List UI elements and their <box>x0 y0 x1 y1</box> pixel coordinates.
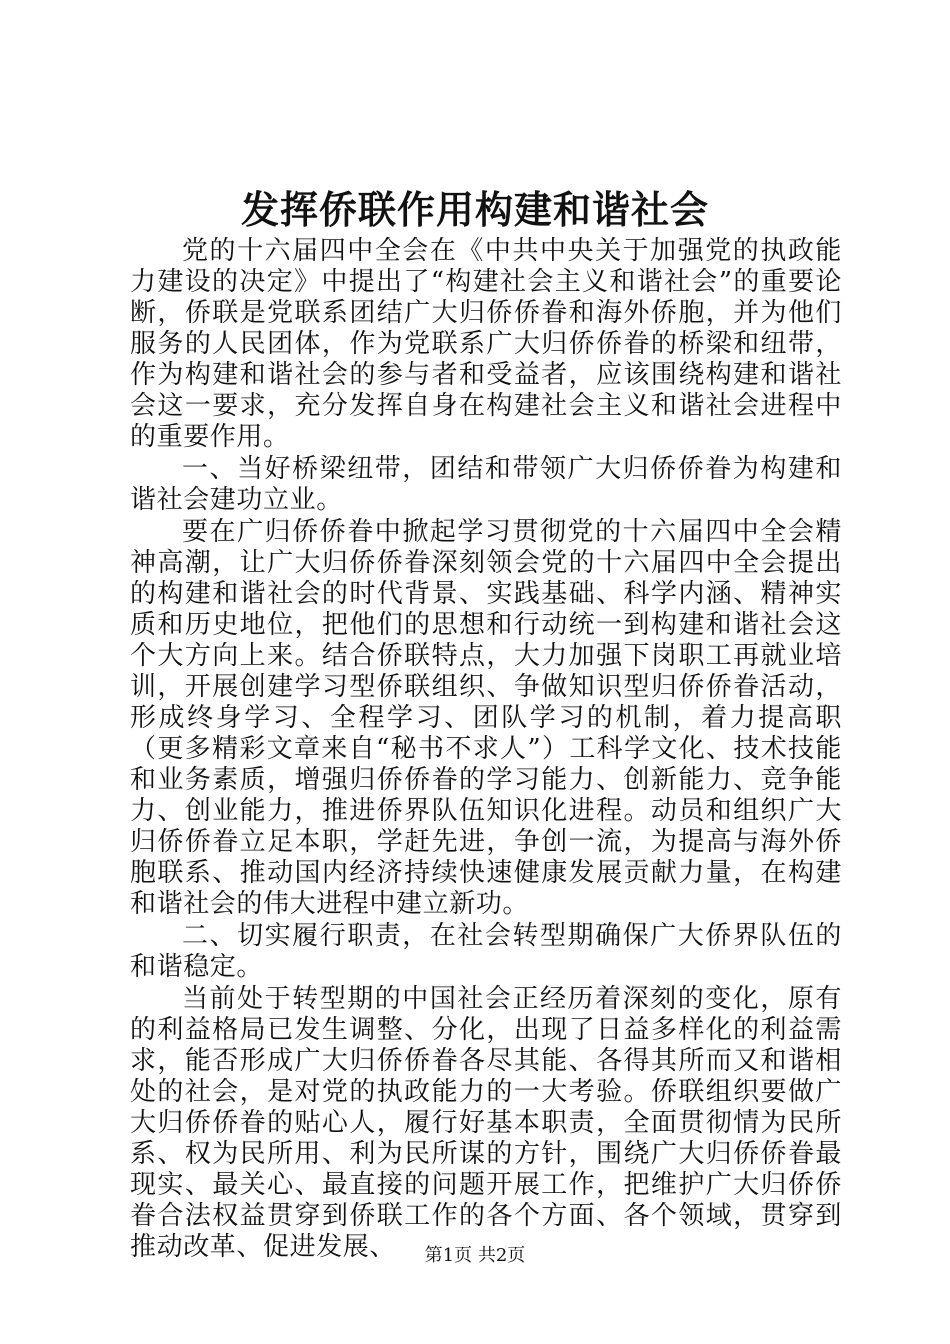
document-body <box>130 236 842 1264</box>
paragraph-section-2: 当前处于转型期的中国社会正经历着深刻的变化，原有的利益格局已发生调整、分化，出现了日益多样化的利益需求，能否形成广大归侨侨眷各尽其能、各得其所而又和谐相处的社会，是对党的执政能力的一大考验。侨联组织要做广大归侨侨眷的贴心人，履行好基本职责，全面贯彻情为民所系、权为民所用、利为民所谋的方针，围绕广大归侨侨眷最现实、最关心、最直接的问题开展工作，把维护广大归侨侨眷合法权益贯穿到侨联工作的各个方面、各个领域，贯穿到推动改革、促进发展、 <box>130 984 842 1262</box>
paragraph-heading-2: 二、切实履行职责，在社会转型期确保广大侨界队伍的和谐稳定。 <box>130 921 842 982</box>
page-footer: 第1页 共2页 <box>424 1245 526 1266</box>
paragraph-section-1: 要在广归侨侨眷中掀起学习贯彻党的十六届四中全会精神高潮，让广大归侨侨眷深刻领会党的十六届四中全会提出的构建和谐社会的时代背景、实践基础、科学内涵、精神实质和历史地位，把他们的思想和行动统一到构建和谐社会这个大方向上来。结合侨联特点，大力加强下岗职工再就业培训，开展创建学习型侨联组织、争做知识型归侨侨眷活动，形成终身学习、全程学习、团队学习的机制，着力提高职（更多精彩文章来自“秘书不求人”）工科学文化、技术技能和业务素质，增强归侨侨眷的学习能力、创新能力、竞争能力、创业能力，推进侨界队伍知识化进程。动员和组织广大归侨侨眷立足本职，学赶先进，争创一流，为提高与海外侨胞联系、推动国内经济持续快速健康发展贡献力量，在构建和谐社会的伟大进程中建立新功。 <box>130 517 842 919</box>
paragraph-intro: 党的十六届四中全会在《中共中央关于加强党的执政能力建设的决定》中提出了“构建社会主义和谐社会”的重要论断，侨联是党联系团结广大归侨侨眷和海外侨胞，并为他们服务的人民团体，作为党联系广大归侨侨眷的桥梁和纽带，作为构建和谐社会的参与者和受益者，应该围绕构建和谐社会这一要求，充分发挥自身在构建社会主义和谐社会进程中的重要作用。 <box>130 236 842 452</box>
document-title: 发挥侨联作用构建和谐社会 <box>240 187 709 232</box>
paragraph-heading-1: 一、当好桥梁纽带，团结和带领广大归侨侨眷为构建和谐社会建功立业。 <box>130 454 842 515</box>
